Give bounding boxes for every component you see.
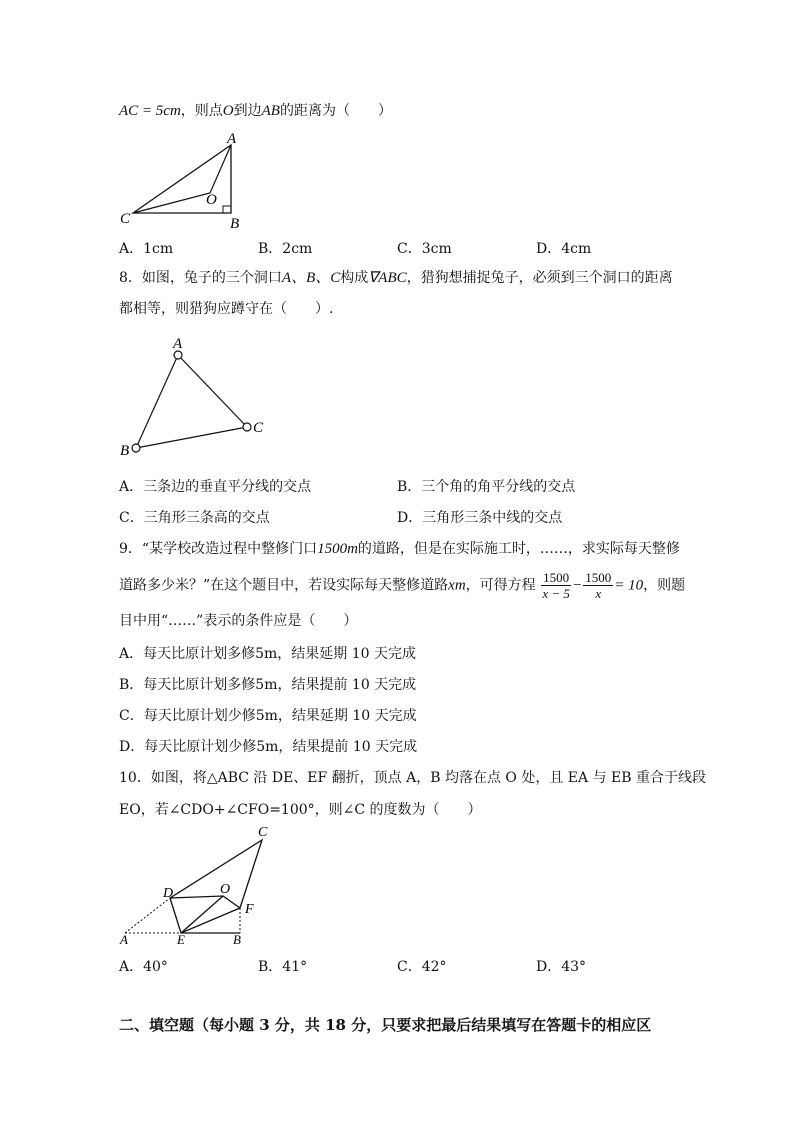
q10-label-d: D	[163, 886, 174, 901]
q7-option-c[interactable]: C．3cm	[397, 241, 452, 257]
q7-label-c: C	[120, 211, 131, 227]
q8-label-c: C	[253, 420, 264, 436]
q8-label-a: A	[173, 336, 183, 352]
q9-stem-line2: 道路多少米？”在这个题目中，若设实际每天整修道路xm，可得方程 $\frac{1500}{x - 5}$ − $\frac{1500}{x}$ = 10，则题	[119, 570, 686, 601]
q10-label-a: A	[120, 932, 128, 947]
q7-ac-length: AC = 5cm	[119, 103, 181, 119]
q10-label-o: O	[220, 882, 231, 897]
q9-option-c[interactable]: C．每天比原计划少修5m，结果延期 10 天完成	[119, 708, 417, 724]
q9-fraction-2: $\frac{1500}{x}$	[585, 570, 612, 601]
q8-figure	[115, 335, 275, 460]
q9-fraction-1: $\frac{1500}{x - 5}$	[542, 570, 570, 601]
q8-label-b: B	[120, 443, 130, 459]
q9-stem-line1: 9．“某学校改造过程中整修门口1500m的道路，但是在实际施工时，……，求实际每天整修	[119, 541, 680, 557]
q7-figure	[115, 128, 265, 233]
q7-stem: AC = 5cm，则点O到边AB的距离为（ ）	[119, 103, 392, 119]
q8-option-c[interactable]: C．三角形三条高的交点	[119, 510, 270, 526]
section-2-heading: 二、填空题（每小题 3 分，共 18 分，只要求把最后结果填写在答题卡的相应区	[119, 1016, 652, 1034]
q8-option-d[interactable]: D．三角形三条中线的交点	[397, 510, 563, 526]
q7-label-b: B	[230, 216, 240, 232]
q9-option-b[interactable]: B．每天比原计划多修5m，结果提前 10 天完成	[119, 677, 417, 693]
q10-option-b[interactable]: B．41°	[258, 959, 308, 975]
q10-stem-line1: 10．如图，将△ABC 沿 DE、EF 翻折，顶点 A，B 均落在点 O 处，且 EA 与 EB 重合于线段	[119, 770, 706, 786]
q7-option-a[interactable]: A．1cm	[119, 241, 174, 257]
q7-label-a: A	[227, 131, 237, 147]
q10-label-c: C	[258, 825, 268, 840]
q10-label-f: F	[245, 902, 254, 917]
q10-label-b: B	[233, 932, 241, 947]
hole-a	[174, 351, 182, 359]
q8-stem-line2: 都相等，则猎狗应蹲守在（ ）.	[119, 301, 334, 317]
q10-figure	[115, 825, 275, 950]
q8-option-a[interactable]: A．三条边的垂直平分线的交点	[119, 479, 312, 495]
q9-option-d[interactable]: D．每天比原计划少修5m，结果提前 10 天完成	[119, 739, 418, 755]
q10-stem-line2: EO，若∠CDO+∠CFO=100°，则∠C 的度数为（ ）	[119, 802, 482, 818]
q8-stem-line1: 8．如图，兔子的三个洞口A、B、C构成∇ABC，猎狗想捕捉兔子，必须到三个洞口的距离	[119, 270, 673, 286]
q10-option-d[interactable]: D．43°	[536, 959, 587, 975]
q7-option-b[interactable]: B．2cm	[258, 241, 313, 257]
q8-option-b[interactable]: B．三个角的角平分线的交点	[397, 479, 576, 495]
q10-option-c[interactable]: C．42°	[397, 959, 447, 975]
hole-c	[243, 423, 251, 431]
q7-option-d[interactable]: D．4cm	[536, 241, 592, 257]
q9-option-a[interactable]: A．每天比原计划多修5m，结果延期 10 天完成	[119, 646, 417, 662]
q7-label-o: O	[206, 192, 217, 208]
q10-label-e: E	[177, 932, 185, 947]
q10-option-a[interactable]: A．40°	[119, 959, 168, 975]
q9-stem-line3: 目中用“……”表示的条件应是（ ）	[119, 613, 358, 629]
hole-b	[132, 444, 140, 452]
